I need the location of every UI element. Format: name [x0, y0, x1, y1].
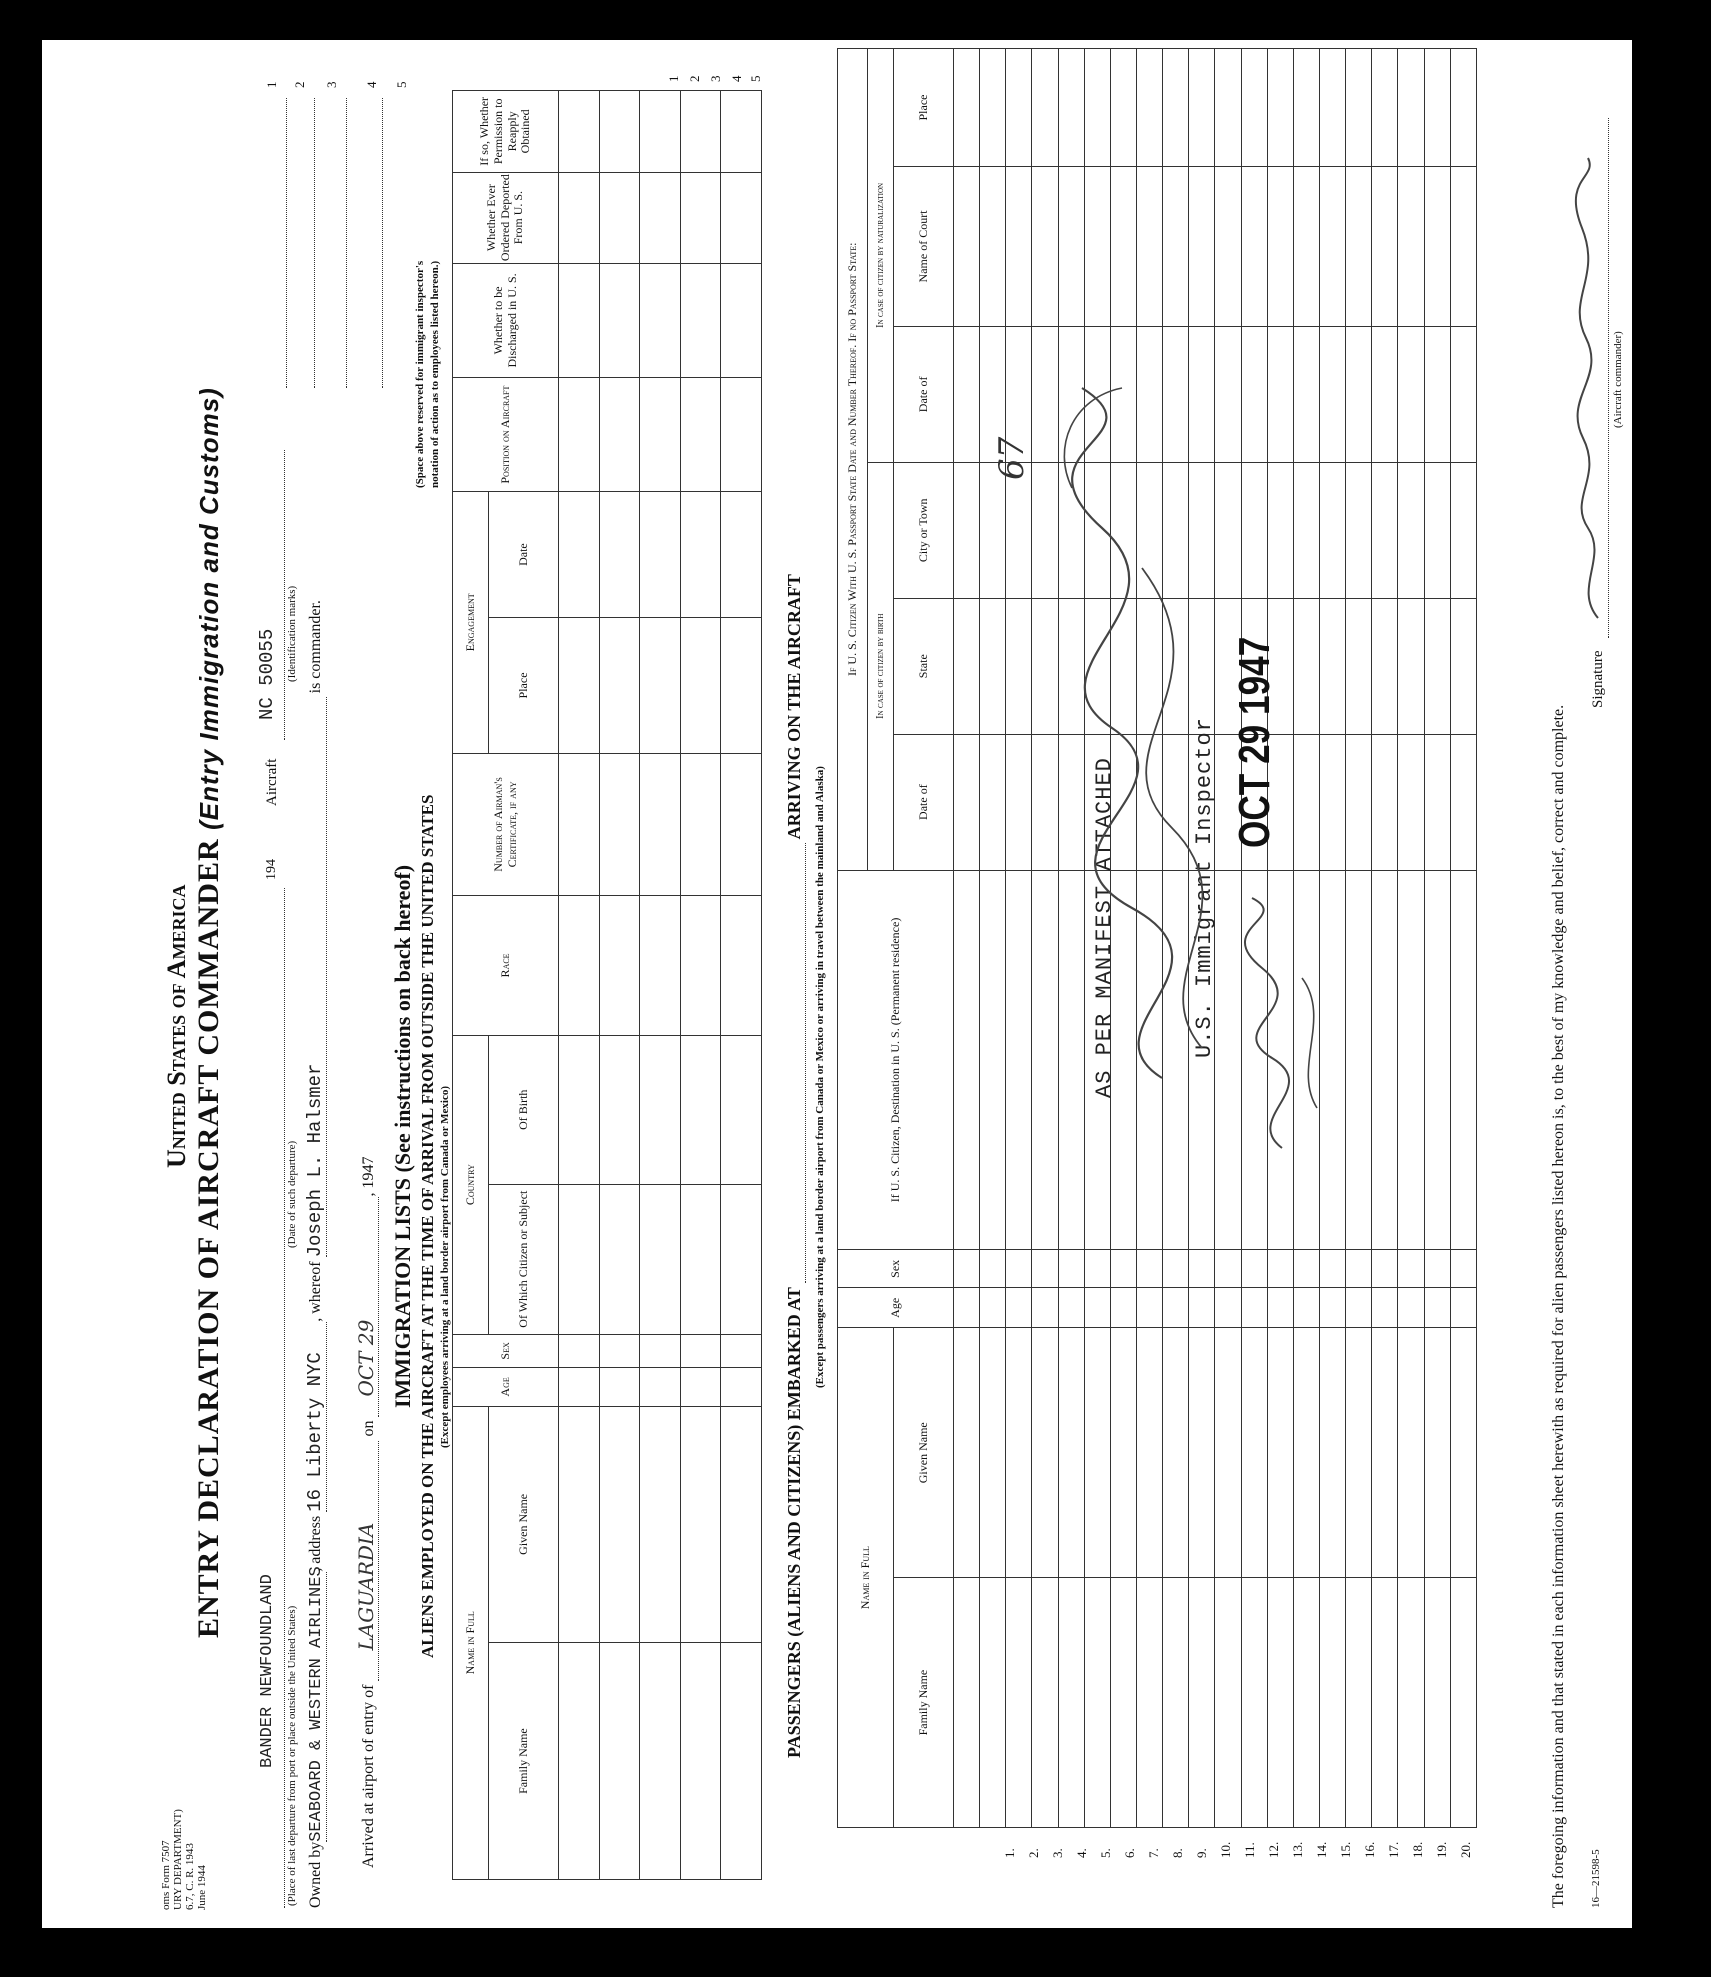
date-year-prefix: 194 — [264, 859, 279, 880]
col-by-naturalization: In case of citizen by naturalization — [868, 49, 894, 463]
margin-number: 1 — [264, 81, 279, 88]
table-row — [680, 91, 721, 1880]
aircraft-value: NC 50055 — [256, 628, 278, 720]
col-date-of: Date of — [894, 734, 954, 870]
departure-line — [254, 888, 285, 1908]
commander-value: Joseph L. Halsmer — [304, 697, 327, 1257]
form-id-block — [160, 1809, 208, 1910]
print-code: 16—21598-5 — [1590, 1849, 1602, 1908]
arrived-value: LAGUARDIA — [354, 1441, 379, 1681]
row-number: 14. — [1314, 1841, 1329, 1858]
reserved-note: notation of action as to employees listed hereon.) — [429, 260, 441, 488]
row-number: 20. — [1458, 1841, 1473, 1858]
departure-caption: (Place of last departure from port or place outside the United States) — [286, 1605, 298, 1906]
row-number: 11. — [1242, 1842, 1257, 1858]
address-label: , address — [307, 1515, 324, 1572]
col-family-name: Family Name — [894, 1578, 954, 1828]
margin-number: 4 — [364, 81, 379, 88]
signature-caption: (Aircraft commander) — [1612, 331, 1624, 428]
arrived-label: Arrived at airport of entry of — [360, 1684, 377, 1868]
margin-rule — [346, 98, 347, 388]
margin-number: 5 — [394, 81, 409, 88]
address-value: 16 Liberty NYC — [304, 1322, 327, 1512]
col-sex: Sex — [838, 1250, 954, 1288]
col-citizen-header: If U. S. Citizen With U. S. Passport State Date and Number Thereof. If no Passport State: — [838, 49, 868, 871]
row-number: 10. — [1218, 1841, 1233, 1858]
table-row — [721, 91, 762, 1880]
date-stamp: OCT 29 1947 — [1230, 636, 1279, 848]
commander-signature — [1568, 148, 1612, 628]
passengers-heading — [784, 574, 806, 1758]
row-number: 13. — [1290, 1841, 1305, 1858]
col-sex: Sex — [453, 1334, 559, 1368]
row-number: 2. — [1026, 1848, 1041, 1858]
row-number: 9. — [1194, 1848, 1209, 1858]
row-number: 2 — [687, 75, 702, 82]
margin-rule — [286, 98, 287, 388]
margin-number: 2 — [292, 81, 307, 88]
row-number: 15. — [1338, 1841, 1353, 1858]
col-engagement: Engagement — [453, 491, 489, 753]
form-id-line: oms Form 7507 — [160, 1840, 172, 1910]
row-number: 16. — [1362, 1841, 1377, 1858]
col-date-of-nat: Date of — [894, 326, 954, 462]
table-row — [1450, 49, 1476, 1828]
row-number: 17. — [1386, 1841, 1401, 1858]
signature-label: Signature — [1590, 650, 1606, 708]
row-number: 3. — [1050, 1848, 1065, 1858]
aircraft-label: Aircraft — [264, 758, 280, 806]
date-caption: (Date of such departure) — [286, 1140, 298, 1248]
rotated-form — [42, 40, 1632, 1928]
col-state: State — [894, 598, 954, 734]
col-airman-cert: Number of Airman's Certificate, if any — [453, 753, 559, 895]
owned-by-value: SEABOARD & WESTERN AIRLINES — [307, 1566, 326, 1842]
col-deported: Whether Ever Ordered Deported From U. S. — [453, 172, 559, 263]
table-row — [1346, 49, 1372, 1828]
whereof-label: , whereof — [307, 1261, 324, 1322]
aliens-heading: ALIENS EMPLOYED ON THE AIRCRAFT AT THE TIME OF ARRIVAL FROM OUTSIDE THE UNITED STATES — [418, 794, 437, 1658]
departure-value: BANDER NEWFOUNDLAND — [258, 1574, 277, 1768]
col-eng-date: Date — [489, 491, 559, 617]
country-title: United States of America — [162, 884, 191, 1168]
arrived-date-value: OCT 29 — [354, 1197, 379, 1417]
passengers-subheading: (Except passengers arriving at a land border airport from Canada or Mexico or arriving in travel between the mainland and Alaska) — [814, 766, 826, 1388]
table-row — [980, 49, 1006, 1828]
manifest-stamp: AS PER MANIFEST ATTACHED — [1092, 757, 1117, 1098]
form-title — [192, 387, 226, 1638]
col-name-in-full: Name in Full — [838, 1328, 894, 1828]
col-city: City or Town — [894, 462, 954, 598]
owner-line — [304, 408, 332, 1908]
aircraft-caption: (Identification marks) — [286, 585, 298, 682]
margin-rule — [314, 98, 315, 388]
col-position: Position on Aircraft — [453, 378, 559, 492]
col-permission: If so, Whether Permission to Reapply Obtained — [453, 91, 559, 173]
col-given-name: Given Name — [894, 1328, 954, 1578]
col-family-name: Family Name — [489, 1643, 559, 1880]
inspector-stamp: U.S. Immigrant Inspector — [1192, 717, 1217, 1058]
row-number: 18. — [1410, 1841, 1425, 1858]
owned-by-label: Owned by — [307, 1841, 324, 1908]
reserved-note: (Space above reserved for immigrant inspector's — [414, 260, 426, 488]
col-of-birth: Of Birth — [489, 1035, 559, 1184]
table-row — [1424, 49, 1450, 1828]
col-destination: If U. S. Citizen, Destination in U. S. (Permanent residence) — [838, 870, 954, 1250]
row-number: 1. — [1002, 1848, 1017, 1858]
aircraft-line — [254, 450, 285, 740]
form-title-main: ENTRY DECLARATION OF AIRCRAFT COMMANDER — [192, 838, 225, 1638]
form-id-line: URY DEPARTMENT) — [172, 1809, 184, 1910]
table-row — [559, 91, 600, 1880]
col-country: Country — [453, 1035, 489, 1334]
margin-rule — [382, 98, 383, 388]
row-number: 4 — [729, 75, 744, 82]
col-given-name: Given Name — [489, 1406, 559, 1643]
col-name-in-full: Name in Full — [453, 1406, 489, 1879]
row-number: 3 — [708, 75, 723, 82]
col-by-birth: In case of citizen by birth — [868, 462, 894, 870]
row-number: 5 — [748, 75, 763, 82]
passengers-heading-right: ARRIVING ON THE AIRCRAFT — [784, 574, 804, 840]
immigration-title: IMMIGRATION LISTS (See instructions on back hereof) — [390, 864, 415, 1408]
initials-scrawl — [1222, 888, 1342, 1168]
table-row — [954, 49, 980, 1828]
document-page — [42, 40, 1632, 1928]
table-row — [599, 91, 640, 1880]
form-id-line: 6.7, C. R. 1943 — [184, 1843, 196, 1910]
stamp-number: 67 — [992, 436, 1032, 480]
row-number: 7. — [1146, 1848, 1161, 1858]
form-title-suffix: (Entry Immigration and Customs) — [194, 387, 224, 830]
col-eng-place: Place — [489, 618, 559, 754]
row-number: 1 — [666, 75, 681, 82]
col-age: Age — [453, 1368, 559, 1406]
col-age: Age — [838, 1288, 954, 1328]
table-row — [640, 91, 681, 1880]
col-place: Place — [894, 49, 954, 167]
col-race: Race — [453, 896, 559, 1036]
col-citizen-of: Of Which Citizen or Subject — [489, 1184, 559, 1334]
row-number: 4. — [1074, 1848, 1089, 1858]
margin-number: 3 — [324, 81, 339, 88]
table-row — [1372, 49, 1398, 1828]
arrived-line — [354, 768, 382, 1868]
row-number: 6. — [1122, 1848, 1137, 1858]
row-number: 5. — [1098, 1848, 1113, 1858]
form-id-line: June 1944 — [196, 1865, 208, 1910]
row-number: 19. — [1434, 1841, 1449, 1858]
year-label: , 1947 — [360, 1156, 377, 1197]
table-row — [1006, 49, 1032, 1828]
aliens-subheading: (Except employees arriving at a land border airport from Canada or Mexico) — [439, 1085, 451, 1448]
passengers-heading-left: PASSENGERS (ALIENS AND CITIZENS) EMBARKED AT — [784, 1287, 804, 1758]
footer-statement: The foregoing information and that stated in each information sheet herewith as required for alien passengers listed hereon is, to the best of my knowledge and belief, correct and complete. — [1550, 704, 1567, 1908]
is-commander-label: is commander. — [307, 600, 324, 694]
row-number: 8. — [1170, 1848, 1185, 1858]
table-row — [1398, 49, 1424, 1828]
on-label: on — [360, 1420, 377, 1437]
col-discharged: Whether to be Discharged in U. S. — [453, 263, 559, 378]
row-number: 12. — [1266, 1841, 1281, 1858]
aliens-table — [452, 90, 762, 1880]
col-court: Name of Court — [894, 166, 954, 326]
